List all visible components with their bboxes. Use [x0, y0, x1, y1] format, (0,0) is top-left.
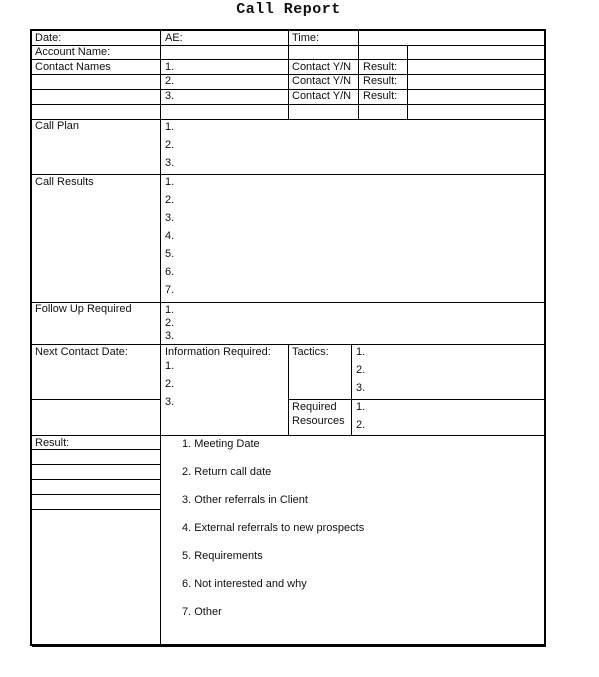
- row-divider: [32, 399, 160, 400]
- next-contact-date-label: Next Contact Date:: [35, 346, 128, 358]
- result-line: [32, 509, 160, 510]
- call-plan-item: 3.: [165, 157, 175, 169]
- row-divider: [32, 119, 544, 120]
- tactics-item: 3.: [356, 382, 366, 394]
- result-option: 3. Other referrals in Client: [182, 494, 308, 506]
- information-required-item: 2.: [165, 378, 175, 390]
- follow-up-item: 2.: [165, 317, 175, 329]
- column-divider: [358, 31, 359, 119]
- call-plan-item: 2.: [165, 139, 175, 151]
- result-line: [32, 464, 160, 465]
- row-divider: [288, 399, 544, 400]
- follow-up-item: 1.: [165, 304, 175, 316]
- contact-number: 1.: [165, 61, 175, 73]
- call-results-item: 3.: [165, 212, 175, 224]
- contact-result-label: Result:: [363, 90, 398, 102]
- tactics-item: 1.: [356, 346, 366, 358]
- resources-item: 2.: [356, 419, 366, 431]
- call-results-item: 4.: [165, 230, 175, 242]
- section-divider: [32, 174, 544, 175]
- result-line: [32, 494, 160, 495]
- ae-label: AE:: [165, 32, 183, 44]
- column-divider: [351, 344, 352, 435]
- column-divider: [288, 31, 289, 119]
- result-option: 6. Not interested and why: [182, 578, 307, 590]
- call-results-label: Call Results: [35, 176, 94, 188]
- result-line: [32, 479, 160, 480]
- contact-names-label: Contact Names: [35, 61, 111, 73]
- column-divider: [288, 344, 289, 435]
- information-required-label: Information Required:: [165, 346, 271, 358]
- result-option: 4. External referrals to new prospects: [182, 522, 365, 534]
- call-plan-label: Call Plan: [35, 120, 80, 132]
- page-title: Call Report: [236, 1, 341, 18]
- contact-number: 3.: [165, 90, 175, 102]
- column-divider: [407, 45, 408, 119]
- contact-yn-label: Contact Y/N: [292, 75, 352, 87]
- required-resources-label: Resources: [292, 415, 345, 427]
- section-divider: [32, 435, 544, 436]
- call-plan-item: 1.: [165, 121, 175, 133]
- contact-result-label: Result:: [363, 61, 398, 73]
- result-label: Result:: [35, 437, 70, 449]
- call-results-item: 5.: [165, 248, 175, 260]
- contact-yn-label: Contact Y/N: [292, 90, 352, 102]
- tactics-label: Tactics:: [292, 346, 329, 358]
- call-results-item: 7.: [165, 284, 175, 296]
- result-option: 5. Requirements: [182, 550, 263, 562]
- result-option: 7. Other: [182, 606, 222, 618]
- information-required-item: 3.: [165, 396, 175, 408]
- time-label: Time:: [292, 32, 320, 44]
- date-label: Date:: [35, 32, 62, 44]
- resources-item: 1.: [356, 401, 366, 413]
- call-report-form: [30, 29, 546, 646]
- follow-up-item: 3.: [165, 330, 175, 342]
- contact-result-label: Result:: [363, 75, 398, 87]
- call-results-item: 1.: [165, 176, 175, 188]
- tactics-item: 2.: [356, 364, 366, 376]
- information-required-item: 1.: [165, 360, 175, 372]
- call-results-item: 6.: [165, 266, 175, 278]
- call-results-item: 2.: [165, 194, 175, 206]
- column-divider: [160, 31, 161, 644]
- contact-number: 2.: [165, 75, 175, 87]
- result-option: 2. Return call date: [182, 466, 272, 478]
- result-option: 1. Meeting Date: [182, 438, 260, 450]
- follow-up-label: Follow Up Required: [35, 303, 132, 315]
- contact-yn-label: Contact Y/N: [292, 61, 352, 73]
- required-resources-label: Required: [292, 401, 337, 413]
- account-name-label: Account Name:: [35, 46, 111, 58]
